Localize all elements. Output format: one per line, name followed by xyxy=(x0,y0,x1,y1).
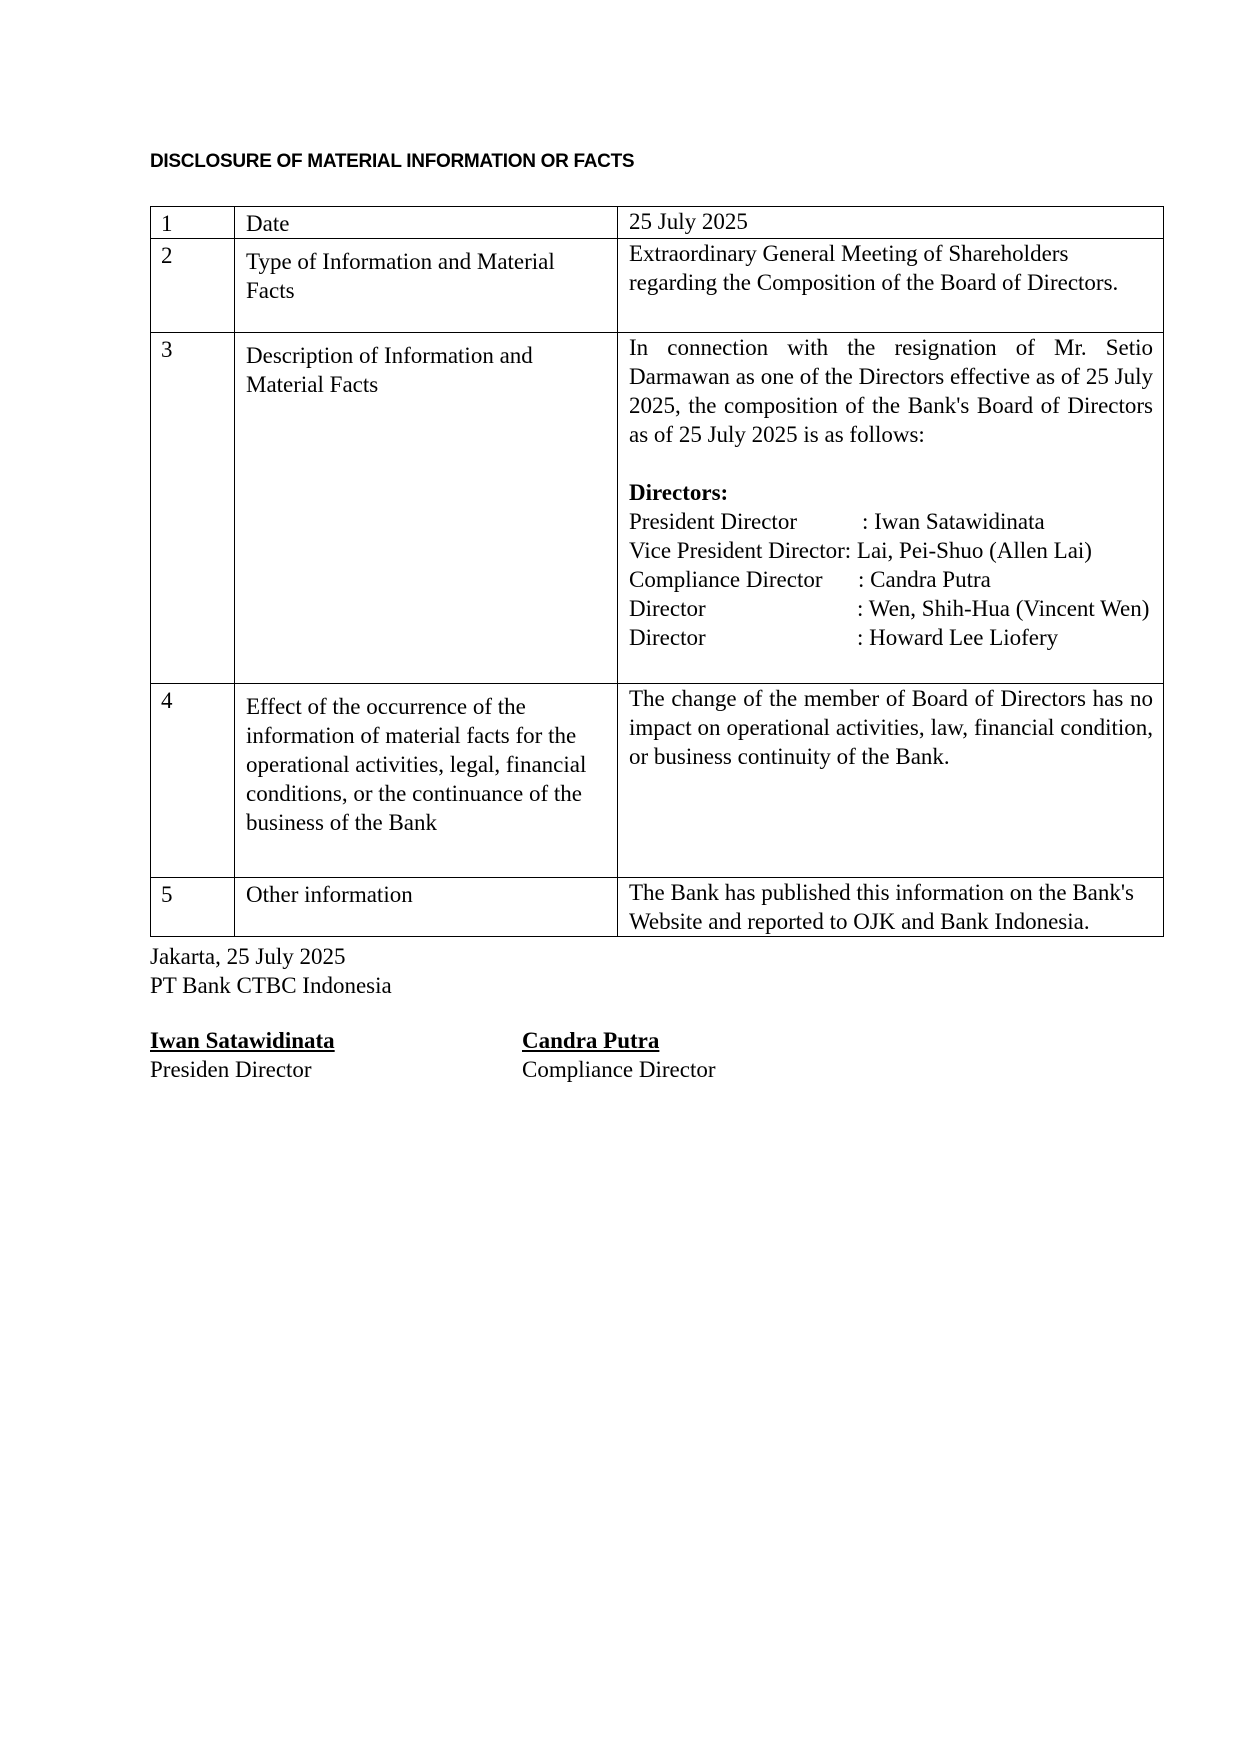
director-position: Director xyxy=(629,596,706,621)
row-number: 4 xyxy=(151,684,235,878)
row-label: Other information xyxy=(235,878,618,937)
row-value: Extraordinary General Meeting of Shareholders regarding the Composition of the Board of Directors. xyxy=(618,239,1164,333)
row-value: The change of the member of Board of Directors has no impact on operational activities, law, financial condition, or business continuity of the Bank. xyxy=(618,684,1164,878)
director-position: Vice President Director xyxy=(629,538,845,563)
table-row xyxy=(151,333,1164,684)
signatory-block xyxy=(522,1026,716,1084)
director-entry xyxy=(629,594,1153,623)
directors-heading: Directors: xyxy=(629,480,729,505)
closing-block xyxy=(150,942,392,1000)
director-entry xyxy=(629,507,1153,536)
row-value: In connection with the resignation of Mr. Setio Darmawan as one of the Directors effective as of 25 July 2025, the composition of the Bank's Board of Directors as of 25 July 2025 is as follows: xyxy=(629,335,1153,447)
director-name: : Lai, Pei-Shuo (Allen Lai) xyxy=(844,538,1092,563)
director-name: : Iwan Satawidinata xyxy=(862,509,1045,534)
director-entry xyxy=(629,623,1153,652)
signatory-name: Iwan Satawidinata xyxy=(150,1028,335,1053)
director-position: President Director xyxy=(629,509,797,534)
row-value: 25 July 2025 xyxy=(618,207,1164,239)
row-value: The Bank has published this information on the Bank's Website and reported to OJK and Bank Indonesia. xyxy=(618,878,1164,937)
table-row xyxy=(151,878,1164,937)
place-date: Jakarta, 25 July 2025 xyxy=(150,944,346,969)
document-title: DISCLOSURE OF MATERIAL INFORMATION OR FACTS xyxy=(150,151,635,172)
director-entry xyxy=(629,536,1153,565)
director-position: Director xyxy=(629,625,706,650)
director-name: : Candra Putra xyxy=(858,567,991,592)
director-name: : Howard Lee Liofery xyxy=(857,625,1059,650)
signatory-name: Candra Putra xyxy=(522,1028,660,1053)
row-number: 5 xyxy=(151,878,235,937)
signatory-title: Compliance Director xyxy=(522,1057,716,1082)
director-position: Compliance Director xyxy=(629,567,823,592)
disclosure-table xyxy=(150,206,1164,937)
table-row xyxy=(151,207,1164,239)
director-name: : Wen, Shih-Hua (Vincent Wen) xyxy=(857,596,1150,621)
table-row xyxy=(151,239,1164,333)
company-name: PT Bank CTBC Indonesia xyxy=(150,973,392,998)
row-number: 3 xyxy=(151,333,235,684)
row-label: Effect of the occurrence of the information of material facts for the operational activities, legal, financial conditions, or the continuance of the business of the Bank xyxy=(235,684,618,878)
row-value-cell xyxy=(618,333,1164,684)
row-label: Description of Information and Material Facts xyxy=(235,333,618,684)
row-number: 1 xyxy=(151,207,235,239)
row-label: Type of Information and Material Facts xyxy=(235,239,618,333)
signatory-title: Presiden Director xyxy=(150,1057,312,1082)
director-entry xyxy=(629,565,1153,594)
row-number: 2 xyxy=(151,239,235,333)
signatory-block xyxy=(150,1026,335,1084)
row-label: Date xyxy=(235,207,618,239)
table-row xyxy=(151,684,1164,878)
